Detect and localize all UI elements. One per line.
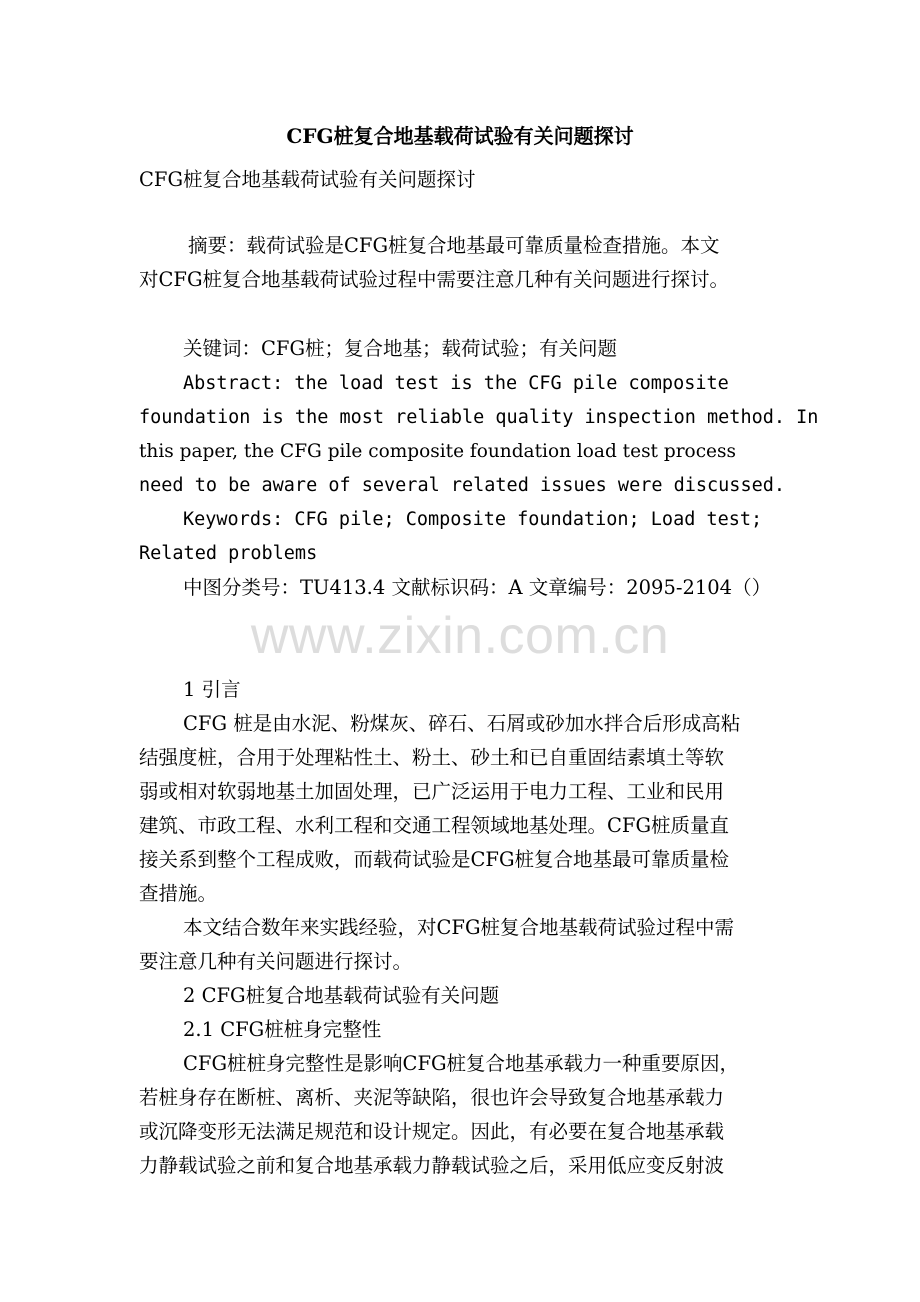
- abstract-cn-line-1: 摘要：载荷试验是CFG桩复合地基最可靠质量检查措施。本文: [188, 234, 720, 257]
- abstract-en-line-4: need to be aware of several related issues were discussed.: [139, 475, 786, 496]
- abstract-cn-line-2: 对CFG桩复合地基载荷试验过程中需要注意几种有关问题进行探讨。: [139, 268, 730, 291]
- abstract-en-line-2: foundation is the most reliable quality inspection method. In: [139, 407, 819, 428]
- paragraph-3-line-4: 力静载试验之前和复合地基承载力静载试验之后，采用低应变反射波: [139, 1154, 725, 1177]
- paragraph-2-line-2: 要注意几种有关问题进行探讨。: [139, 950, 413, 973]
- section-2-1-heading: 2.1 CFG桩桩身完整性: [183, 1018, 382, 1041]
- classification-line: 中图分类号：TU413.4 文献标识码：A 文章编号：2095-2104（）: [183, 576, 772, 599]
- keywords-cn: 关键词：CFG桩；复合地基；载荷试验；有关问题: [183, 337, 618, 360]
- keywords-en-line-2: Related problems: [139, 543, 318, 564]
- watermark: www.zixin.com.cn: [250, 607, 670, 665]
- paragraph-1-line-5: 接关系到整个工程成败，而载荷试验是CFG桩复合地基最可靠质量检: [139, 848, 730, 871]
- abstract-en-line-3: this paper, the CFG pile composite foundation load test process: [139, 441, 736, 462]
- paragraph-1-line-3: 弱或相对软弱地基土加固处理，已广泛运用于电力工程、工业和民用: [139, 780, 725, 803]
- paragraph-3-line-1: CFG桩桩身完整性是影响CFG桩复合地基承载力一种重要原因，: [183, 1052, 740, 1075]
- keywords-en-line-1: Keywords: CFG pile; Composite foundation; Load test;: [183, 509, 763, 530]
- paragraph-1-line-4: 建筑、市政工程、水利工程和交通工程领域地基处理。CFG桩质量直: [139, 814, 730, 837]
- abstract-en-line-1: Abstract: the load test is the CFG pile composite: [183, 373, 729, 394]
- section-1-heading: 1 引言: [183, 678, 241, 701]
- paragraph-3-line-3: 或沉降变形无法满足规范和设计规定。因此，有必要在复合地基承载: [139, 1120, 725, 1143]
- section-2-heading: 2 CFG桩复合地基载荷试验有关问题: [183, 984, 500, 1007]
- paragraph-2-line-1: 本文结合数年来实践经验，对CFG桩复合地基载荷试验过程中需: [183, 916, 735, 939]
- paragraph-3-line-2: 若桩身存在断桩、离析、夹泥等缺陷，很也许会导致复合地基承载力: [139, 1086, 725, 1109]
- document-title: CFG桩复合地基载荷试验有关问题探讨: [286, 124, 634, 148]
- paragraph-1-line-1: CFG 桩是由水泥、粉煤灰、碎石、石屑或砂加水拌合后形成高粘: [183, 712, 741, 735]
- document-subtitle: CFG桩复合地基载荷试验有关问题探讨: [139, 168, 476, 191]
- paragraph-1-line-6: 查措施。: [139, 882, 218, 905]
- paragraph-1-line-2: 结强度桩，合用于处理粘性土、粉土、砂土和已自重固结素填土等软: [139, 746, 725, 769]
